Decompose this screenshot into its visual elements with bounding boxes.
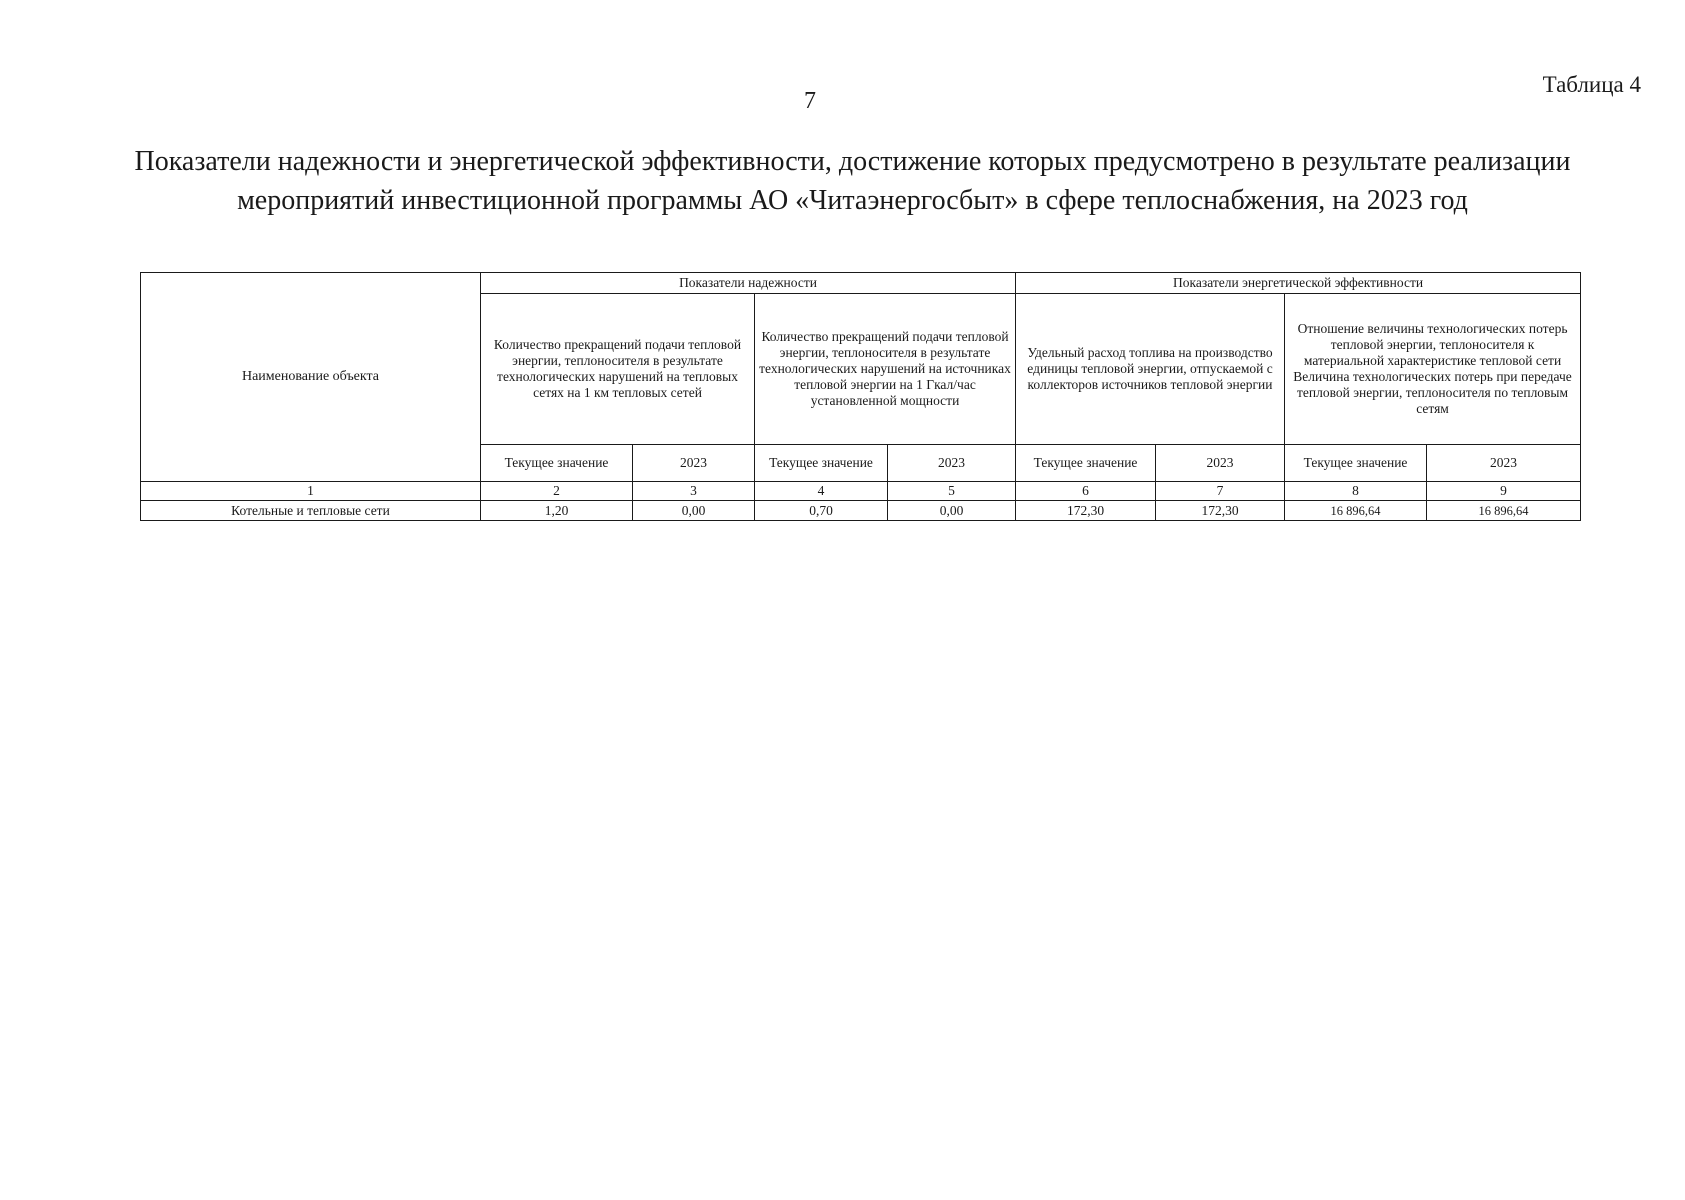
sub-header-current: Текущее значение	[1016, 445, 1156, 482]
page-number: 7	[804, 88, 816, 114]
table-label: Таблица 4	[1542, 72, 1641, 97]
title-line-2: мероприятий инвестиционной программы АО «Читаэнергосбыт» в сфере теплоснабжения, на 2023 год	[237, 185, 1468, 216]
indicators-table	[140, 272, 1581, 521]
indicator-header-source-interruptions	[755, 294, 1016, 445]
column-number: 6	[1016, 482, 1156, 501]
group-header-row	[141, 273, 1581, 294]
column-number: 5	[888, 482, 1016, 501]
indicator-text: Удельный расход топлива на производство единицы тепловой энергии, отпускаемой с коллекторов источников тепловой энергии	[1027, 345, 1273, 392]
sub-header-current: Текущее значение	[755, 445, 888, 482]
object-name-header: Наименование объекта	[141, 273, 481, 482]
value-cell: 0,00	[888, 501, 1016, 521]
indicator-text: Количество прекращений подачи тепловой энергии, теплоносителя в результате технологических нарушений на тепловых сетях на 1 км тепловых сетей	[493, 337, 742, 400]
sub-header-year: 2023	[1156, 445, 1285, 482]
column-number: 3	[633, 482, 755, 501]
table-row	[141, 501, 1581, 521]
column-number: 8	[1285, 482, 1427, 501]
indicator-header-heat-losses	[1285, 294, 1581, 445]
sub-header-year: 2023	[888, 445, 1016, 482]
object-name-cell: Котельные и тепловые сети	[141, 501, 481, 521]
sub-header-year: 2023	[633, 445, 755, 482]
efficiency-group-header: Показатели энергетической эффективности	[1016, 273, 1581, 294]
sub-header-current: Текущее значение	[1285, 445, 1427, 482]
title-line-1: Показатели надежности и энергетической эффективности, достижение которых предусмотрено в результате реализации	[134, 146, 1571, 177]
value-cell: 0,70	[755, 501, 888, 521]
value-cell: 172,30	[1016, 501, 1156, 521]
value-cell: 16 896,64	[1285, 501, 1427, 521]
value-cell: 172,30	[1156, 501, 1285, 521]
column-number: 4	[755, 482, 888, 501]
document-title	[60, 142, 1645, 220]
indicator-header-network-interruptions	[481, 294, 755, 445]
value-cell: 1,20	[481, 501, 633, 521]
indicator-text: Отношение величины технологических потерь тепловой энергии, теплоносителя к материальной характеристике тепловой сети Величина технологических потерь при передаче тепловой энергии, теплоносителя по тепловым сетям	[1293, 321, 1572, 416]
indicator-text: Количество прекращений подачи тепловой энергии, теплоносителя в результате технологических нарушений на источниках тепловой энергии на 1 Гкал/час установленной мощности	[759, 329, 1011, 408]
column-number: 1	[141, 482, 481, 501]
column-number: 7	[1156, 482, 1285, 501]
sub-header-year: 2023	[1427, 445, 1581, 482]
reliability-group-header: Показатели надежности	[481, 273, 1016, 294]
column-number-row	[141, 482, 1581, 501]
value-cell: 0,00	[633, 501, 755, 521]
column-number: 9	[1427, 482, 1581, 501]
indicator-header-fuel-consumption	[1016, 294, 1285, 445]
column-number: 2	[481, 482, 633, 501]
sub-header-current: Текущее значение	[481, 445, 633, 482]
value-cell: 16 896,64	[1427, 501, 1581, 521]
